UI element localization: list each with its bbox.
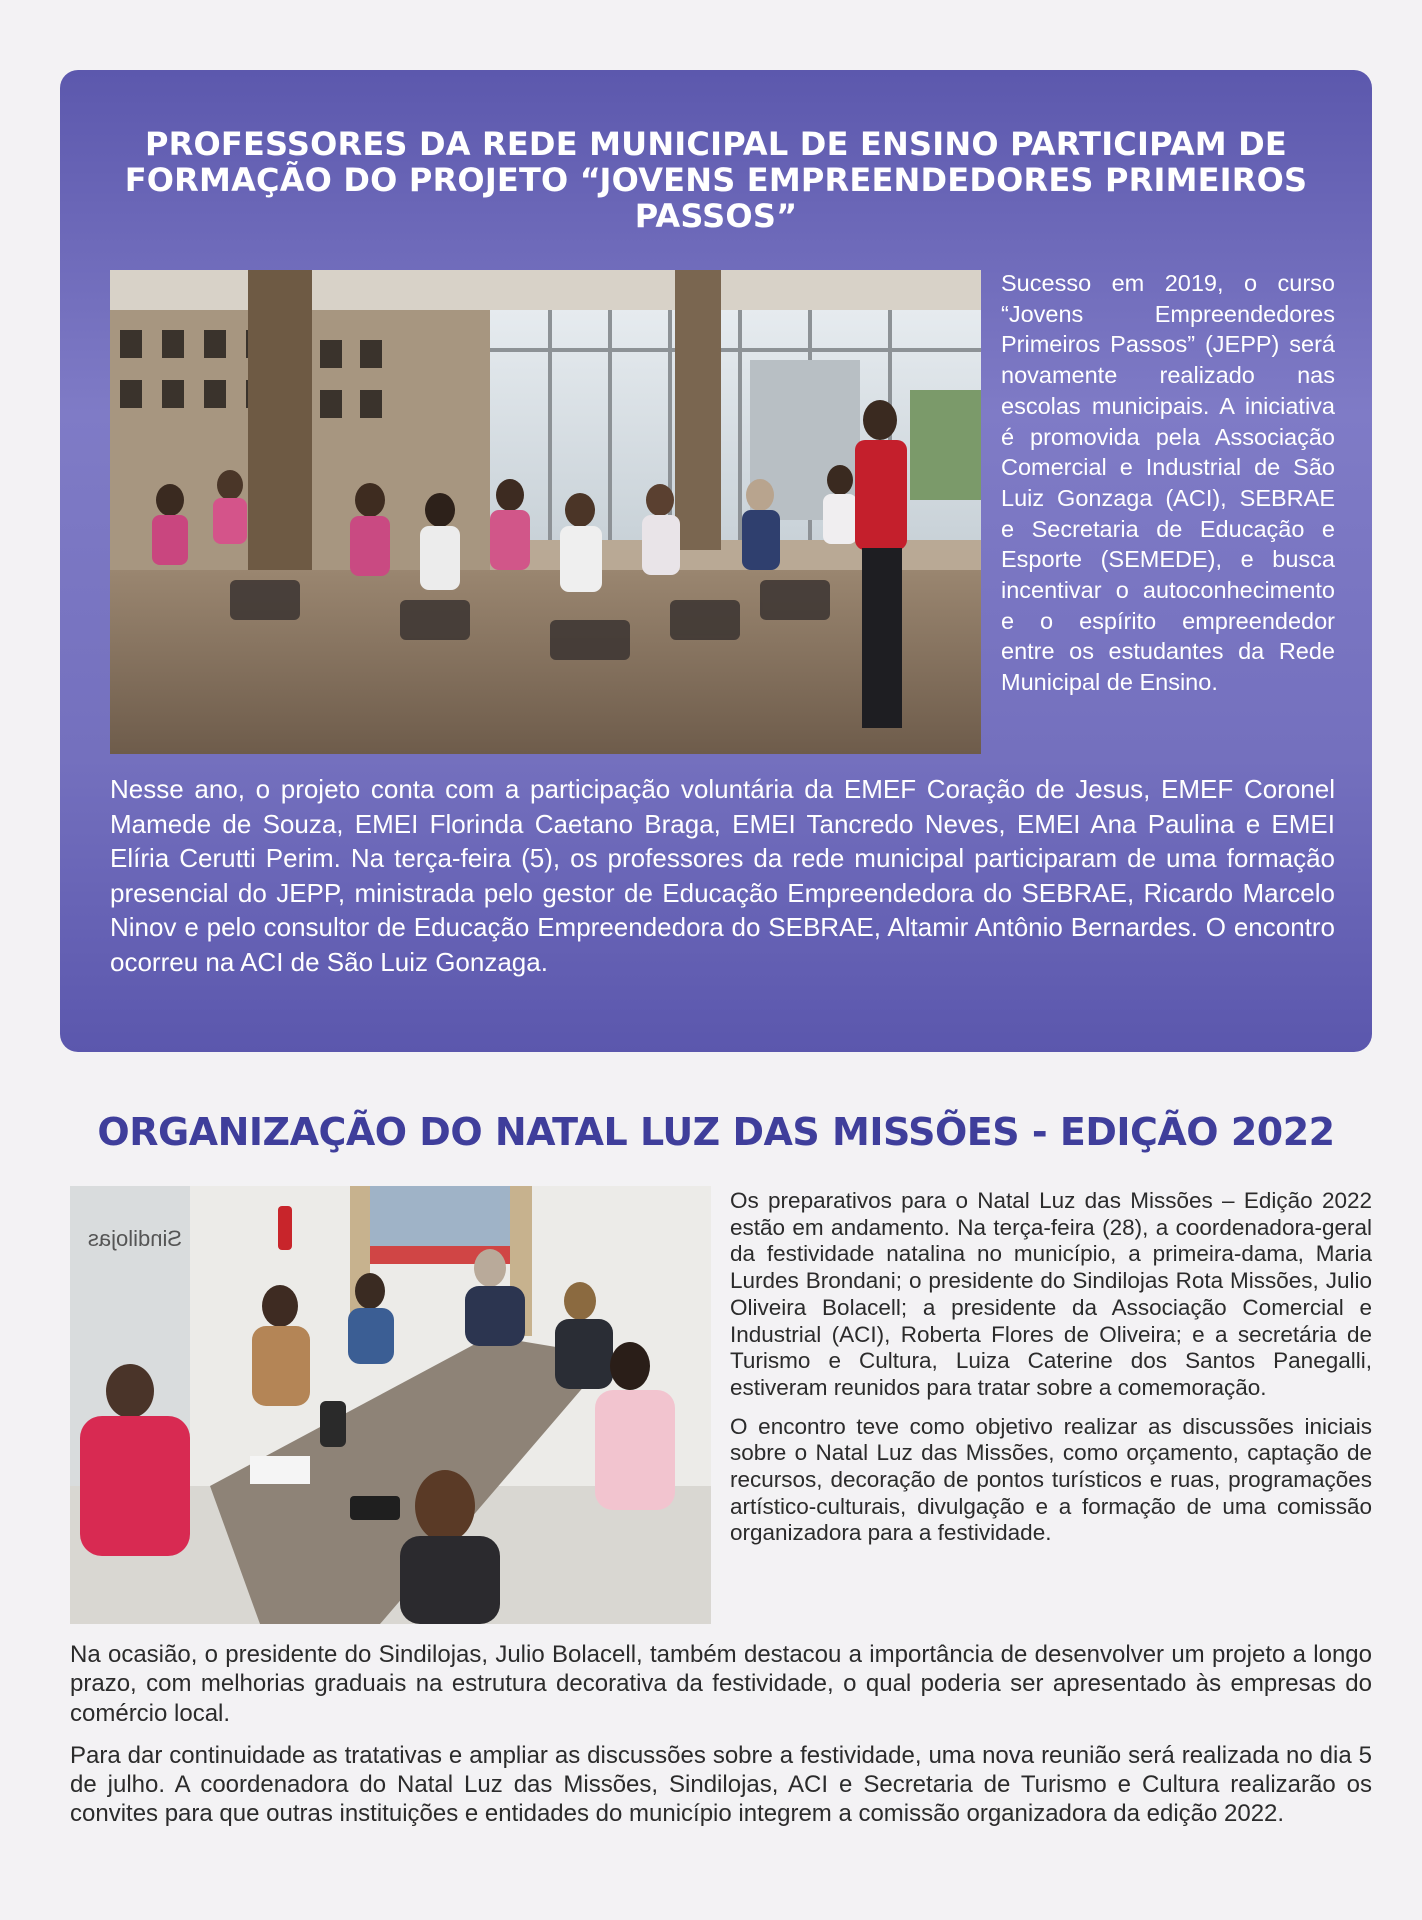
photo-sign-text: Sindilojas (87, 1226, 182, 1251)
training-session-photo (110, 270, 981, 754)
article-title-natal-luz: ORGANIZAÇÃO DO NATAL LUZ DAS MISSÕES - EDIÇÃO 2022 (97, 1110, 1335, 1154)
paragraph: Os preparativos para o Natal Luz das Missões – Edição 2022 estão em andamento. Na terça-feira (28), a coordenadora-geral da festividade natalina no município, a primeira-dama, Maria Lurdes Brondani; o presidente do Sindilojas Rota Missões, Julio Oliveira Bolacell; a presidente da Associação Comercial e Industrial (ACI), Roberta Flores de Oliveira; e a secretária de Turismo e Cultura, Luiza Caterine dos Santos Panegalli, estiveram reunidos para tratar sobre a comemoração. (730, 1188, 1372, 1400)
article-body-text: Nesse ano, o projeto conta com a participação voluntária da EMEF Coração de Jesus, EMEF Coronel Mamede de Souza, EMEI Florinda Caetano Braga, EMEI Tancredo Neves, EMEI Ana Paulina e EMEI Elíria Cerutti Perim. Na terça-feira (5), os professores da rede municipal participaram de uma formação presencial do JEPP, ministrada pelo gestor de Educação Empreendedora do SEBRAE, Ricardo Marcelo Ninov e pelo consultor de Educação Empreendedora do SEBRAE, Altamir Antônio Bernardes. O encontro ocorreu na ACI de São Luiz Gonzaga. (110, 774, 1335, 977)
paragraph: Na ocasião, o presidente do Sindilojas, Julio Bolacell, também destacou a importância de desenvolver um projeto a longo prazo, com melhorias graduais na estrutura decorativa da festividade, o qual poderia ser apresentado às empresas do comércio local. (70, 1641, 1372, 1727)
meeting-photo (70, 1186, 711, 1624)
article-intro-text-2 (730, 1188, 1372, 1559)
paragraph: Para dar continuidade as tratativas e ampliar as discussões sobre a festividade, uma nova reunião será realizada no dia 5 de julho. A coordenadora do Natal Luz das Missões, Sindilojas, ACI e Secretaria de Turismo e Cultura realizarão os convites para que outras instituições e entidades do município integrem a comissão organizadora da edição 2022. (70, 1741, 1372, 1828)
article-card-jepp (60, 70, 1372, 1052)
paragraph: O encontro teve como objetivo realizar as discussões iniciais sobre o Natal Luz das Missões, como orçamento, captação de recursos, decoração de pontos turísticos e ruas, programações artístico-culturais, divulgação e a formação de uma comissão organizadora para a festividade. (730, 1413, 1372, 1546)
article-body-text-2 (70, 1640, 1372, 1842)
article-title: PROFESSORES DA REDE MUNICIPAL DE ENSINO PARTICIPAM DE FORMAÇÃO DO PROJETO “JOVENS EMPREENDEDORES PRIMEIROS PASSOS” (124, 125, 1308, 235)
article-intro-text: Sucesso em 2019, o curso “Jovens Empreendedores Primeiros Passos” (JEPP) será novamente realizado nas escolas municipais. A iniciativa é promovida pela Associação Comercial e Industrial de São Luiz Gonzaga (ACI), SEBRAE e Secretaria de Educação e Esporte (SEMEDE), e busca incentivar o autoconhecimento e o espírito empreendedor entre os estudantes da Rede Municipal de Ensino. (1001, 270, 1335, 696)
